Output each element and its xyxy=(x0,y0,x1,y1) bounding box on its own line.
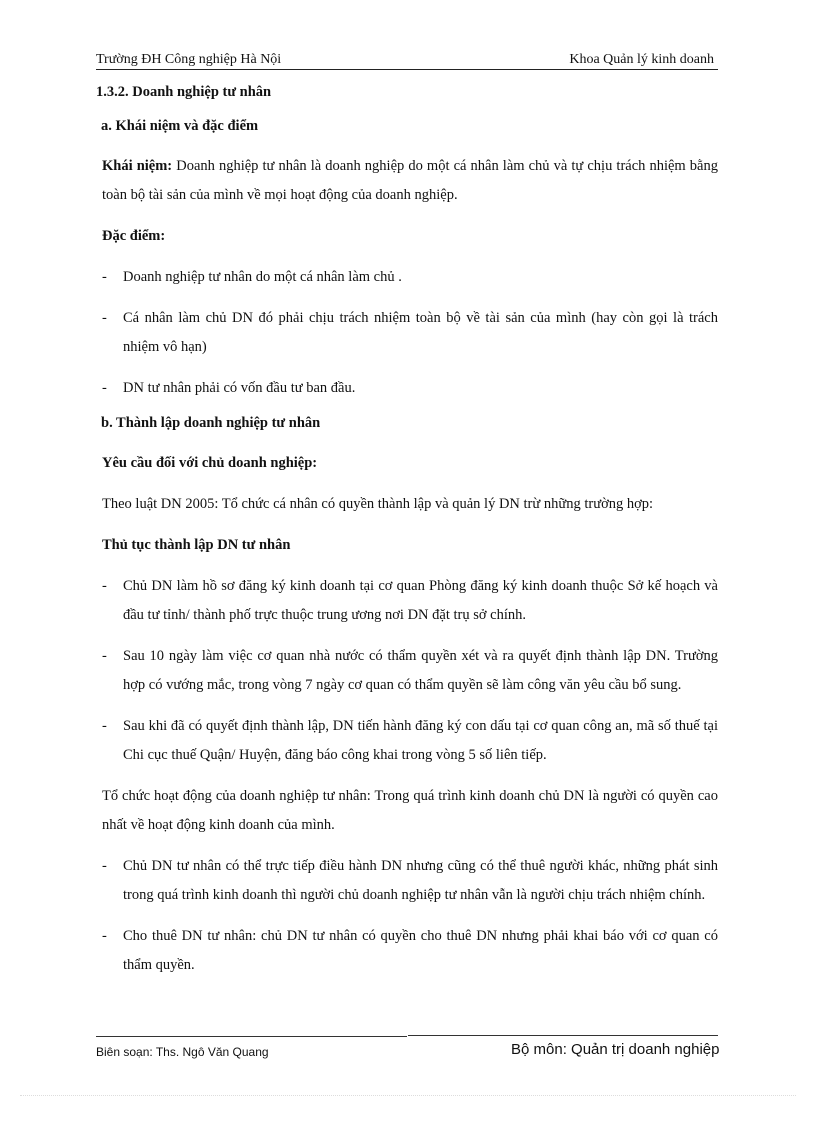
requirements-label: Yêu cầu đối với chủ doanh nghiệp: xyxy=(102,455,318,471)
list-item: - Cho thuê DN tư nhân: chủ DN tư nhân có quyền cho thuê DN nhưng phải khai báo với cơ quan có thẩm quyền. xyxy=(102,928,718,973)
list-item: - Cá nhân làm chủ DN đó phải chịu trách nhiệm toàn bộ về tài sản của mình (hay còn gọi là trách nhiệm vô hạn) xyxy=(102,310,718,355)
procedure-label: Thủ tục thành lập DN tư nhân xyxy=(102,537,291,553)
list-item: - Sau 10 ngày làm việc cơ quan nhà nước có thẩm quyền xét và ra quyết định thành lập DN. Trường hợp có vướng mắc, trong vòng 7 ngày cơ quan có thẩm quyền sẽ làm công văn yêu cầu bổ sung. xyxy=(102,648,718,693)
list-item: - Chủ DN làm hồ sơ đăng ký kinh doanh tại cơ quan Phòng đăng ký kinh doanh thuộc Sở kế hoạch và đầu tư tỉnh/ thành phố trực thuộc trung ương nơi DN đặt trụ sở chính. xyxy=(102,578,718,623)
footer-author: Biên soạn: Ths. Ngô Văn Quang xyxy=(96,1045,269,1059)
features-label: Đặc điểm: xyxy=(102,228,166,244)
concept-label: Khái niệm: xyxy=(102,158,173,174)
list-item: - Chủ DN tư nhân có thể trực tiếp điều hành DN nhưng cũng có thể thuê người khác, những phát sinh trong quá trình kinh doanh thì người chủ doanh nghiệp tư nhân vẫn là người chịu trách nhiệm chính. xyxy=(102,858,718,903)
list-item: - Sau khi đã có quyết định thành lập, DN tiến hành đăng ký con dấu tại cơ quan công an, mã số thuế tại Chi cục thuế Quận/ Huyện, đăng báo công khai trong vòng 5 số liên tiếp. xyxy=(102,718,718,763)
footer-divider xyxy=(408,1035,718,1036)
footer-divider xyxy=(96,1036,407,1037)
subsection-a-title: a. Khái niệm và đặc điểm xyxy=(101,118,259,134)
section-title: 1.3.2. Doanh nghiệp tư nhân xyxy=(96,84,272,100)
list-item: - Doanh nghiệp tư nhân do một cá nhân làm chủ . xyxy=(102,269,402,285)
document-body xyxy=(96,84,718,992)
concept-paragraph xyxy=(102,152,718,210)
header-faculty: Khoa Quản lý kinh doanh xyxy=(569,52,714,67)
footer-department: Bộ môn: Quản trị doanh nghiệp xyxy=(511,1041,720,1058)
subsection-b-title: b. Thành lập doanh nghiệp tư nhân xyxy=(101,415,321,431)
page-header xyxy=(96,52,718,70)
page-edge xyxy=(20,1095,796,1096)
organization-paragraph: Tổ chức hoạt động của doanh nghiệp tư nhân: Trong quá trình kinh doanh chủ DN là người có quyền cao nhất về hoạt động kinh doanh của mình. xyxy=(102,788,718,833)
header-school: Trường ĐH Công nghiệp Hà Nội xyxy=(96,52,282,67)
requirements-text: Theo luật DN 2005: Tổ chức cá nhân có quyền thành lập và quản lý DN trừ những trường hợp: xyxy=(102,496,654,512)
list-item: - DN tư nhân phải có vốn đầu tư ban đầu. xyxy=(102,380,356,396)
concept-text: Doanh nghiệp tư nhân là doanh nghiệp do một cá nhân làm chủ và tự chịu trách nhiệm bằng toàn bộ tài sản của mình về mọi hoạt động của doanh nghiệp. xyxy=(102,158,718,203)
